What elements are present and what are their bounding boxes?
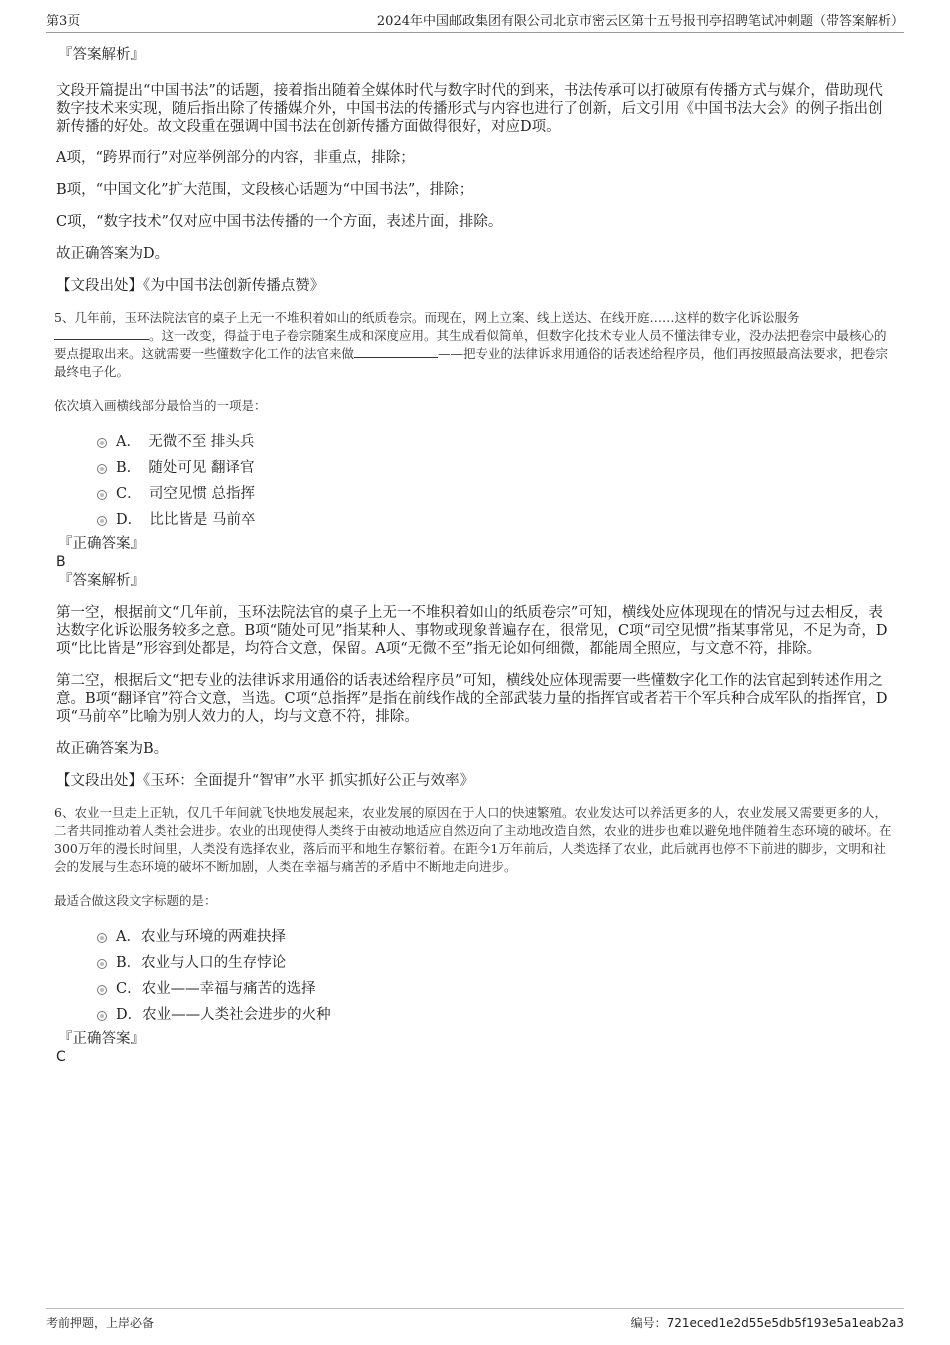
correct-answer: C xyxy=(56,1049,66,1065)
radio-button[interactable] xyxy=(97,516,107,526)
analysis-paragraph: 文段开篇提出“中国书法”的话题，接着指出随着全媒体时代与数字时代的到来，书法传承可以打破原有传播方式与媒介，借助现代数字技术来实现，随后指出除了传播媒介外，中国书法的传播形式与内容也进行了创新，后文引用《中国书法大会》的例子指出创新传播的好处。故文段重在强调中国书法在创新传播方面做得很好，对应D项。 xyxy=(56,83,883,135)
analysis-option-a: A项，“跨界而行”对应举例部分的内容，非重点，排除； xyxy=(56,150,415,166)
radio-button[interactable] xyxy=(97,438,107,448)
analysis-option-b: B项，“中国文化”扩大范围，文段核心话题为“中国书法”，排除； xyxy=(56,182,474,198)
fill-blank-2 xyxy=(354,345,438,358)
question-5-stem: 5、几年前，玉环法院法官的桌子上无一不堆积着如山的纸质卷宗。而现在，网上立案、线上送达、在线开庭……这样的数字化诉讼服务 。这一改变，得益于电子卷宗随案生成和深度应用。其生成看似简单，但数字化技术专业人员不懂法律专业，没办法把卷宗中最核心的要点提取出来。这就需要一些懂数字化工作的法官来做 ——把专业的法律诉求用通俗的话表述给程序员，他们再按照最高法要求，把卷宗最终电子化。 xyxy=(54,310,889,379)
fill-blank-1 xyxy=(54,327,149,340)
analysis-tag: 『答案解析』 xyxy=(58,47,145,63)
correct-answer-tag: 『正确答案』 xyxy=(58,536,145,552)
source-citation: 【文段出处】《玉环：全面提升“智审”水平 抓实抓好公正与效率》 xyxy=(56,773,475,789)
option-b[interactable]: B． 随处可见 翻译官 xyxy=(56,459,896,485)
question-6-options xyxy=(56,928,896,1032)
footer-slogan: 考前押题，上岸必备 xyxy=(46,1316,155,1330)
option-c[interactable]: C． 司空见惯 总指挥 xyxy=(56,485,896,511)
analysis-paragraph-1: 第一空，根据前文“几年前，玉环法院法官的桌子上无一不堆积着如山的纸质卷宗”可知，横线处应体现现在的情况与过去相反，表达数字化诉讼服务较多之意。B项“随处可见”指某种人、事物或现象普遍存在，很常见，C项“司空见惯”指某事常见，不足为奇，D项“比比皆是”形容到处都是，均符合文意，保留。A项“无微不至”指无论如何细微，都能周全照应，与文意不符，排除。 xyxy=(56,605,888,657)
radio-button[interactable] xyxy=(97,1011,107,1021)
option-d[interactable]: D．农业——人类社会进步的火种 xyxy=(56,1006,896,1032)
radio-button[interactable] xyxy=(97,959,107,969)
question-5-options xyxy=(56,433,896,537)
radio-button[interactable] xyxy=(97,490,107,500)
analysis-tag: 『答案解析』 xyxy=(58,573,145,589)
analysis-conclusion: 故正确答案为B。 xyxy=(56,741,169,757)
question-5-prompt: 依次填入画横线部分最恰当的一项是： xyxy=(54,398,267,413)
correct-answer: B xyxy=(56,554,66,570)
radio-button[interactable] xyxy=(97,464,107,474)
option-c[interactable]: C．农业——幸福与痛苦的选择 xyxy=(56,980,896,1006)
question-6-stem: 6、农业一旦走上正轨，仅几千年间就飞快地发展起来，农业发展的原因在于人口的快速繁殖。农业发达可以养活更多的人，农业发展又需要更多的人，二者共同推动着人类社会进步。农业的出现使得人类终于由被动地适应自然迈向了主动地改造自然，农业的进步也难以避免地伴随着生态环境的破坏。在300万年的漫长时间里，人类没有选择农业，落后而平和地生存繁衍着。在距今1万年前后，人类选择了农业，此后就再也停不下前进的脚步，文明和社会的发展与生态环境的破坏不断加剧，人类在幸福与痛苦的矛盾中不断地走向进步。 xyxy=(54,805,892,874)
radio-button[interactable] xyxy=(97,985,107,995)
source-citation: 【文段出处】《为中国书法创新传播点赞》 xyxy=(56,278,325,294)
option-a[interactable]: A．农业与环境的两难抉择 xyxy=(56,928,896,954)
document-code: 编号：721eced1e2d55e5db5f193e5a1eab2a3 xyxy=(630,1316,904,1330)
option-d[interactable]: D． 比比皆是 马前卒 xyxy=(56,511,896,537)
option-a[interactable]: A． 无微不至 排头兵 xyxy=(56,433,896,459)
page-footer xyxy=(46,1308,904,1334)
page-number: 第3页 xyxy=(46,14,81,29)
option-b[interactable]: B．农业与人口的生存悖论 xyxy=(56,954,896,980)
correct-answer-tag: 『正确答案』 xyxy=(58,1031,145,1047)
radio-button[interactable] xyxy=(97,933,107,943)
page-header xyxy=(46,14,904,33)
analysis-paragraph-2: 第二空，根据后文“把专业的法律诉求用通俗的话表述给程序员”可知，横线处应体现需要一些懂数字化工作的法官起到转述作用之意。B项“翻译官”符合文意，当选。C项“总指挥”是指在前线作战的全部武装力量的指挥官或者若干个军兵种合成军队的指挥官，D项“马前卒”比喻为别人效力的人，均与文意不符，排除。 xyxy=(56,673,888,725)
question-6-prompt: 最适合做这段文字标题的是： xyxy=(54,893,217,908)
analysis-conclusion: 故正确答案为D。 xyxy=(56,246,170,262)
page-content xyxy=(56,46,896,1066)
analysis-option-c: C项，“数字技术”仅对应中国书法传播的一个方面，表述片面，排除。 xyxy=(56,214,503,230)
document-title: 2024年中国邮政集团有限公司北京市密云区第十五号报刊亭招聘笔试冲刺题（带答案解析） xyxy=(376,14,904,29)
